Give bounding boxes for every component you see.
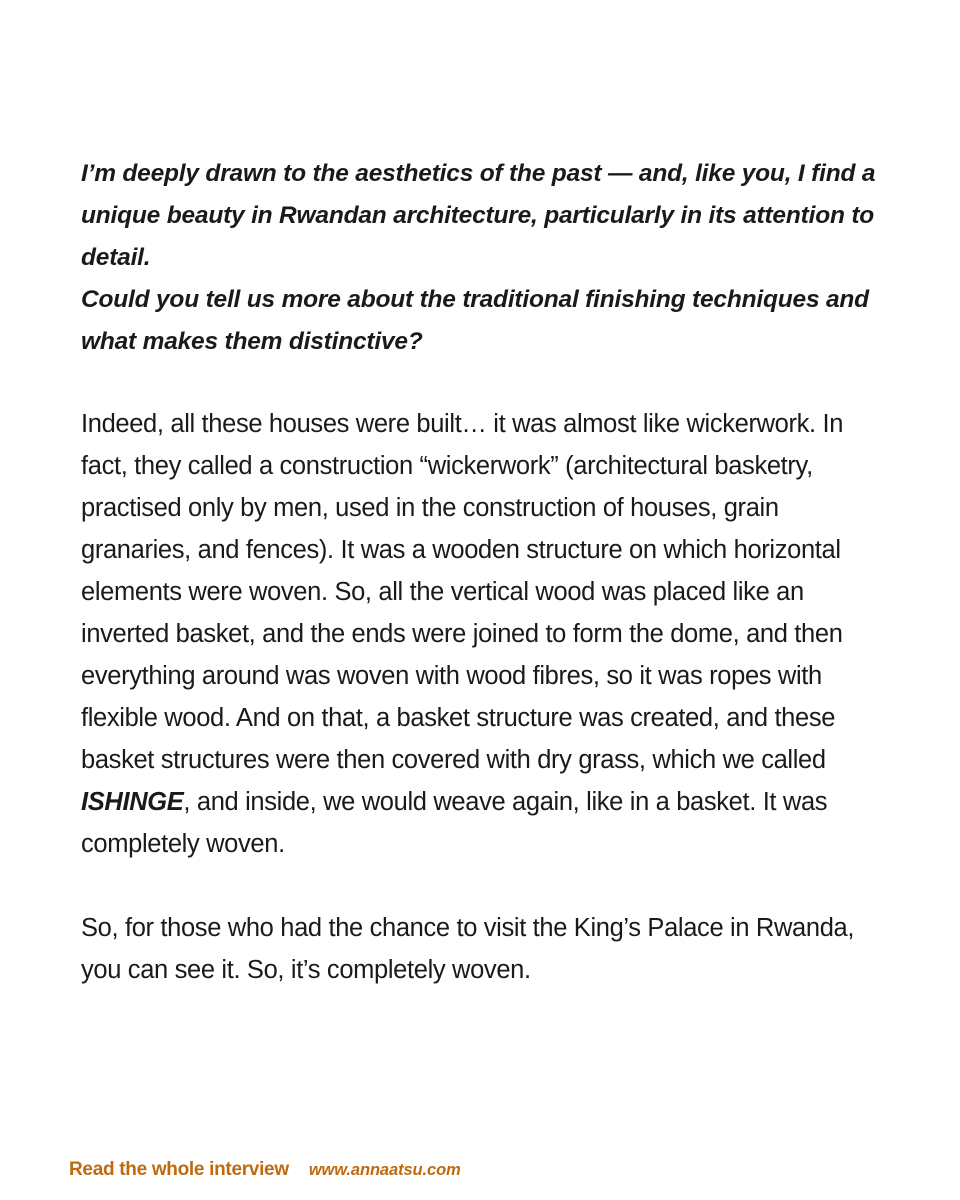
footer — [69, 1156, 461, 1184]
ishinge-term: ISHINGE — [81, 788, 184, 816]
answer-text-end: , and inside, we would weave again, like in a basket. It was completely woven. — [81, 788, 828, 858]
website-link[interactable]: www.annaatsu.com — [308, 1160, 461, 1179]
interview-excerpt — [81, 153, 881, 991]
answer-text-start: Indeed, all these houses were built… it was almost like wickerwork. In fact, they called a construction “wickerwork” (architectural basketry, practised only by men, used in the construction of houses, grain granaries, and fences). It was a wooden structure on which horizontal elements were woven. So, all the vertical wood was placed like an inverted basket, and the ends were joined to form the dome, and then everything around was woven with wood fibres, so it was ropes with flexible wood. And on that, a basket structure was created, and these basket structures were then covered with dry grass, which we called — [81, 410, 844, 774]
read-interview-link[interactable]: Read the whole interview — [69, 1159, 289, 1180]
question-line-1: I’m deeply drawn to the aesthetics of the past — and, like you, I find a unique beauty in Rwandan architecture, particularly in its attention to detail. — [81, 160, 876, 271]
answer-paragraph-2: So, for those who had the chance to visit the King’s Palace in Rwanda, you can see it. So, it’s completely woven. — [81, 914, 855, 984]
interview-question — [81, 153, 881, 363]
answer-paragraph-1 — [81, 403, 881, 865]
question-line-2: Could you tell us more about the traditional finishing techniques and what makes them distinctive? — [81, 286, 869, 355]
